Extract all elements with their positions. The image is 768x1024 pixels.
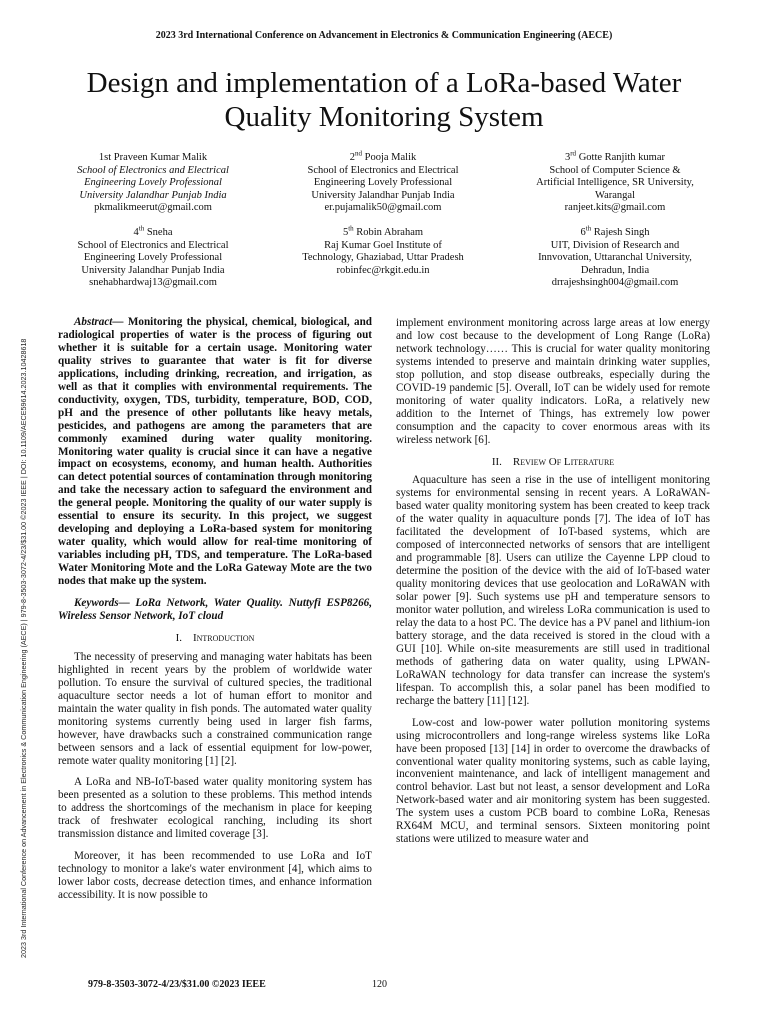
author-4 xyxy=(48,224,258,290)
author-5 xyxy=(278,224,488,277)
author-4-name: 4th Sneha xyxy=(133,224,173,238)
review-paragraph-2: Low-cost and low-power water pollution monitoring systems using microcontrollers and long-range wireless systems like LoRa have been proposed [13] [14] in order to overcome the drawbacks of conventional water quality monitoring systems, such as cable laying, inconvenient maintenance, and lack of intelligent management and control behavior. Last but not least, a sensor development and LoRa Network-based water and air monitoring system has been suggested. The system uses a custom PCB board to combine LoRa, Renesas RX64M MCU, and terminal sensors. Sixteen monitoring point stations were utilized to measure water and xyxy=(396,716,710,846)
author-6-aff-2: Innvovation, Uttaranchal University, xyxy=(538,252,692,263)
left-column xyxy=(58,316,372,911)
author-5-aff-2: Technology, Ghaziabad, Uttar Pradesh xyxy=(302,252,464,263)
author-2-aff-3: University Jalandhar Punjab India xyxy=(311,189,455,201)
right-column xyxy=(396,317,710,855)
author-2-aff-1: School of Electronics and Electrical xyxy=(307,164,459,176)
author-3-aff-2: Artificial Intelligence, SR University, xyxy=(536,177,694,188)
author-3-name: 3rd Gotte Ranjith kumar xyxy=(564,149,666,163)
author-4-aff-3: University Jalandhar Punjab India xyxy=(81,264,225,276)
intro-paragraph-1: The necessity of preserving and managing water habitats has been highlighted in recent years by the problem of worldwide water pollution. To ensure the survival of cultured species, the traditional aquaculture sector needs a lot of human effort to monitor and maintain the water quality in fish ponds. The automated water quality monitoring systems currently being used in larger fish farms, however, have drawbacks such a constrained communication range between sensors and a lack of essential equipment for low-power, remote water quality monitoring [1] [2]. xyxy=(58,650,372,767)
author-6-aff-1: UIT, Division of Research and xyxy=(550,239,680,251)
abstract-lead: Abstract— xyxy=(74,316,124,328)
author-6-email: drrajeshsingh004@gmail.com xyxy=(551,277,679,288)
author-4-aff-1: School of Electronics and Electrical xyxy=(77,239,229,251)
author-1-name: 1st Praveen Kumar Malik xyxy=(98,152,208,163)
intro-paragraph-continued: implement environment monitoring across large areas at low energy and low cost because to the development of Long Range (LoRa) network technology…… This is crucial for water quality monitoring systems intended to preserve and maintain drinking water supplies, stop pollution, and stop disease outbreaks, especially during the COVID-19 pandemic [5]. Overall, IoT can be widely used for remote monitoring of water quality indicators. LoRa, a relatively new addition to the Internet of Things, has extremely low power consumption and the capacity to cover enormous areas with its wireless network [6]. xyxy=(396,317,710,446)
author-2 xyxy=(278,149,488,215)
author-2-email: er.pujamalik50@gmail.com xyxy=(324,202,442,213)
footer-isbn: 979-8-3503-3072-4/23/$31.00 ©2023 IEEE xyxy=(88,979,266,990)
side-copyright-note: 2023 3rd International Conference on Advancement in Electronics & Communication Engineering (AECE) | 979-8-3503-3072-4/23/$31.00 ©2023 IEEE | DOI: 10.1109/AECE59614.2023.10428618 xyxy=(19,338,28,958)
author-6 xyxy=(510,224,720,290)
review-paragraph-1: Aquaculture has seen a rise in the use of intelligent monitoring systems for environmental sensing in recent years. A LoRaWAN-based water quality monitoring system has been created to keep track of the water quality in aquaculture ponds [7]. The idea of IoT has facilitated the development of IoT-based systems, which are composed of interconnected networks of sensors that are intelligent and programmable [8]. Users can utilize the Cayenne LPP cloud to determine the position of the device with the aid of IoT-based water quality monitoring devices that use geolocation and LoRaWAN with solar power [9]. Such systems use pH and temperature sensors to monitor water pollution, and wireless LoRa communication is used to relay the data to a host PC. The device has a PV panel and lithium-ion battery storage, and the data received is stored in the cloud with a GUI [10]. While on-site measurements are still used in traditional methods of gathering data on water quality, using LPWAN-LoRaWAN technology for data transfer can increase the system's lifespan. To accomplish this, a solar panel has been modified to recharge the battery [11] [12]. xyxy=(396,474,710,707)
intro-paragraph-3: Moreover, it has been recommended to use LoRa and IoT technology to monitor a lake's water environment [4], which aims to lower labor costs, decrease detection times, and enhance information accessibility. It is now possible to xyxy=(58,850,372,902)
author-3-aff-1: School of Computer Science & xyxy=(549,164,681,176)
author-1-email: pkmalikmeerut@gmail.com xyxy=(94,202,212,213)
author-3-email: ranjeet.kits@gmail.com xyxy=(564,202,666,213)
section-heading-review: II. Review Of Literature xyxy=(491,455,615,468)
author-1-aff-3: University Jalandhar Punjab India xyxy=(79,189,227,201)
abstract xyxy=(58,316,372,588)
author-5-aff-1: Raj Kumar Goel Institute of xyxy=(324,239,442,251)
author-6-aff-3: Dehradun, India xyxy=(580,264,650,276)
abstract-text: Monitoring the physical, chemical, biological, and radiological properties of water is the process of figuring out whether it is suitable for a certain usage. Monitoring water quality strives to guarantee that water is fit for diverse applications, including drinking, recreation, and irrigation, as well as that it complies with environmental requirements. The conductivity, oxygen, TDS, turbidity, temperature, BOD, COD, pH and the presence of other pollutants like heavy metals, pesticides, and pathogens are among the parameters that are commonly examined during water quality monitoring. Monitoring water quality is crucial since it can have a negative impact on ecosystems, economy, and human health. Authorities can detect potential sources of contamination through monitoring and take the necessary action to safeguard the environment and the general people. Monitoring the quality of our water supply is essential to ensure its security. In this project, we suggest developing and deploying a LoRa-based system for monitoring water quality, which would allow for real-time monitoring of variables including pH, TDS, and temperature. The LoRa-based Water Monitoring Mote and the LoRa Gateway Mote are the two nodes that make up the system. xyxy=(58,316,372,588)
author-1-aff-1: School of Electronics and Electrical xyxy=(77,164,229,176)
section-heading-introduction: I. Introduction xyxy=(175,631,255,644)
author-3-aff-3: Warangal xyxy=(595,189,635,201)
author-1 xyxy=(48,152,258,215)
paper-title: Design and implementation of a LoRa-based Water Quality Monitoring System xyxy=(86,67,682,133)
intro-paragraph-2: A LoRa and NB-IoT-based water quality monitoring system has been presented as a solution to these problems. This method intends to address the shortcomings of the mechanism in place for keeping track of freshwater ecological ranching, including its short transmission distance and limited coverage [3]. xyxy=(58,776,372,841)
keywords: Keywords— LoRa Network, Water Quality. Nuttyfi ESP8266, Wireless Sensor Network, IoT cloud xyxy=(58,597,372,622)
author-3 xyxy=(510,149,720,215)
author-5-email: robinfec@rkgit.edu.in xyxy=(336,264,430,276)
author-1-aff-2: Engineering Lovely Professional xyxy=(84,177,222,188)
author-6-name: 6th Rajesh Singh xyxy=(580,224,650,238)
page-number: 120 xyxy=(372,979,387,990)
author-4-email: snehabhardwaj13@gmail.com xyxy=(89,277,217,288)
conference-header: 2023 3rd International Conference on Advancement in Electronics & Communication Engineering (AECE) xyxy=(155,30,613,41)
author-2-name: 2nd Pooja Malik xyxy=(349,149,417,163)
author-2-aff-2: Engineering Lovely Professional xyxy=(313,177,453,188)
author-5-name: 5th Robin Abraham xyxy=(342,224,424,238)
author-4-aff-2: Engineering Lovely Professional xyxy=(83,252,223,263)
